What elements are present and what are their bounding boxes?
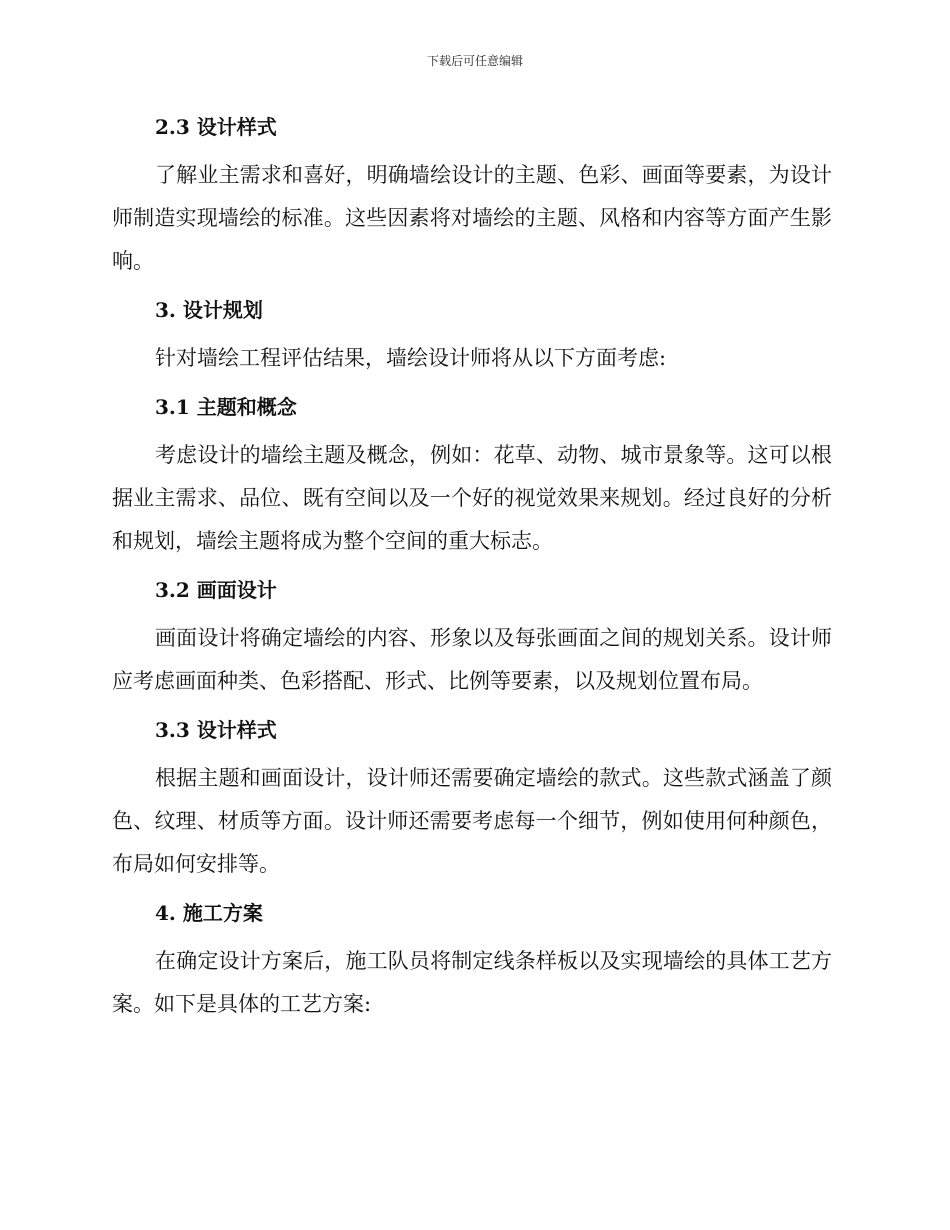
section-heading: 2.3 设计样式 <box>155 115 277 139</box>
section-paragraph: 画面设计将确定墙绘的内容、形象以及每张画面之间的规划关系。设计师应考虑画面种类、色彩搭配、形式、比例等要素，以及规划位置布局。 <box>112 626 832 693</box>
section-heading: 3.1 主题和概念 <box>155 395 297 419</box>
section-paragraph: 针对墙绘工程评估结果，墙绘设计师将从以下方面考虑: <box>155 346 667 370</box>
section-paragraph: 了解业主需求和喜好，明确墙绘设计的主题、色彩、画面等要素，为设计师制造实现墙绘的标准。这些因素将对墙绘的主题、风格和内容等方面产生影响。 <box>112 163 832 273</box>
section-paragraph: 根据主题和画面设计，设计师还需要确定墙绘的款式。这些款式涵盖了颜色、纹理、材质等方面。设计师还需要考虑每一个细节，例如使用何种颜色，布局如何安排等。 <box>112 766 832 876</box>
page-header: 下载后可任意编辑 <box>426 54 523 68</box>
section-heading: 3. 设计规划 <box>155 298 263 322</box>
section-heading: 3.3 设计样式 <box>155 718 277 742</box>
section-paragraph: 在确定设计方案后，施工队员将制定线条样板以及实现墙绘的具体工艺方案。如下是具体的工艺方案: <box>112 949 832 1016</box>
document-body <box>112 108 832 1026</box>
section-paragraph: 考虑设计的墙绘主题及概念，例如：花草、动物、城市景象等。这可以根据业主需求、品位、既有空间以及一个好的视觉效果来规划。经过良好的分析和规划，墙绘主题将成为整个空间的重大标志。 <box>112 443 832 553</box>
section-heading: 4. 施工方案 <box>155 901 263 925</box>
section-heading: 3.2 画面设计 <box>155 578 277 602</box>
